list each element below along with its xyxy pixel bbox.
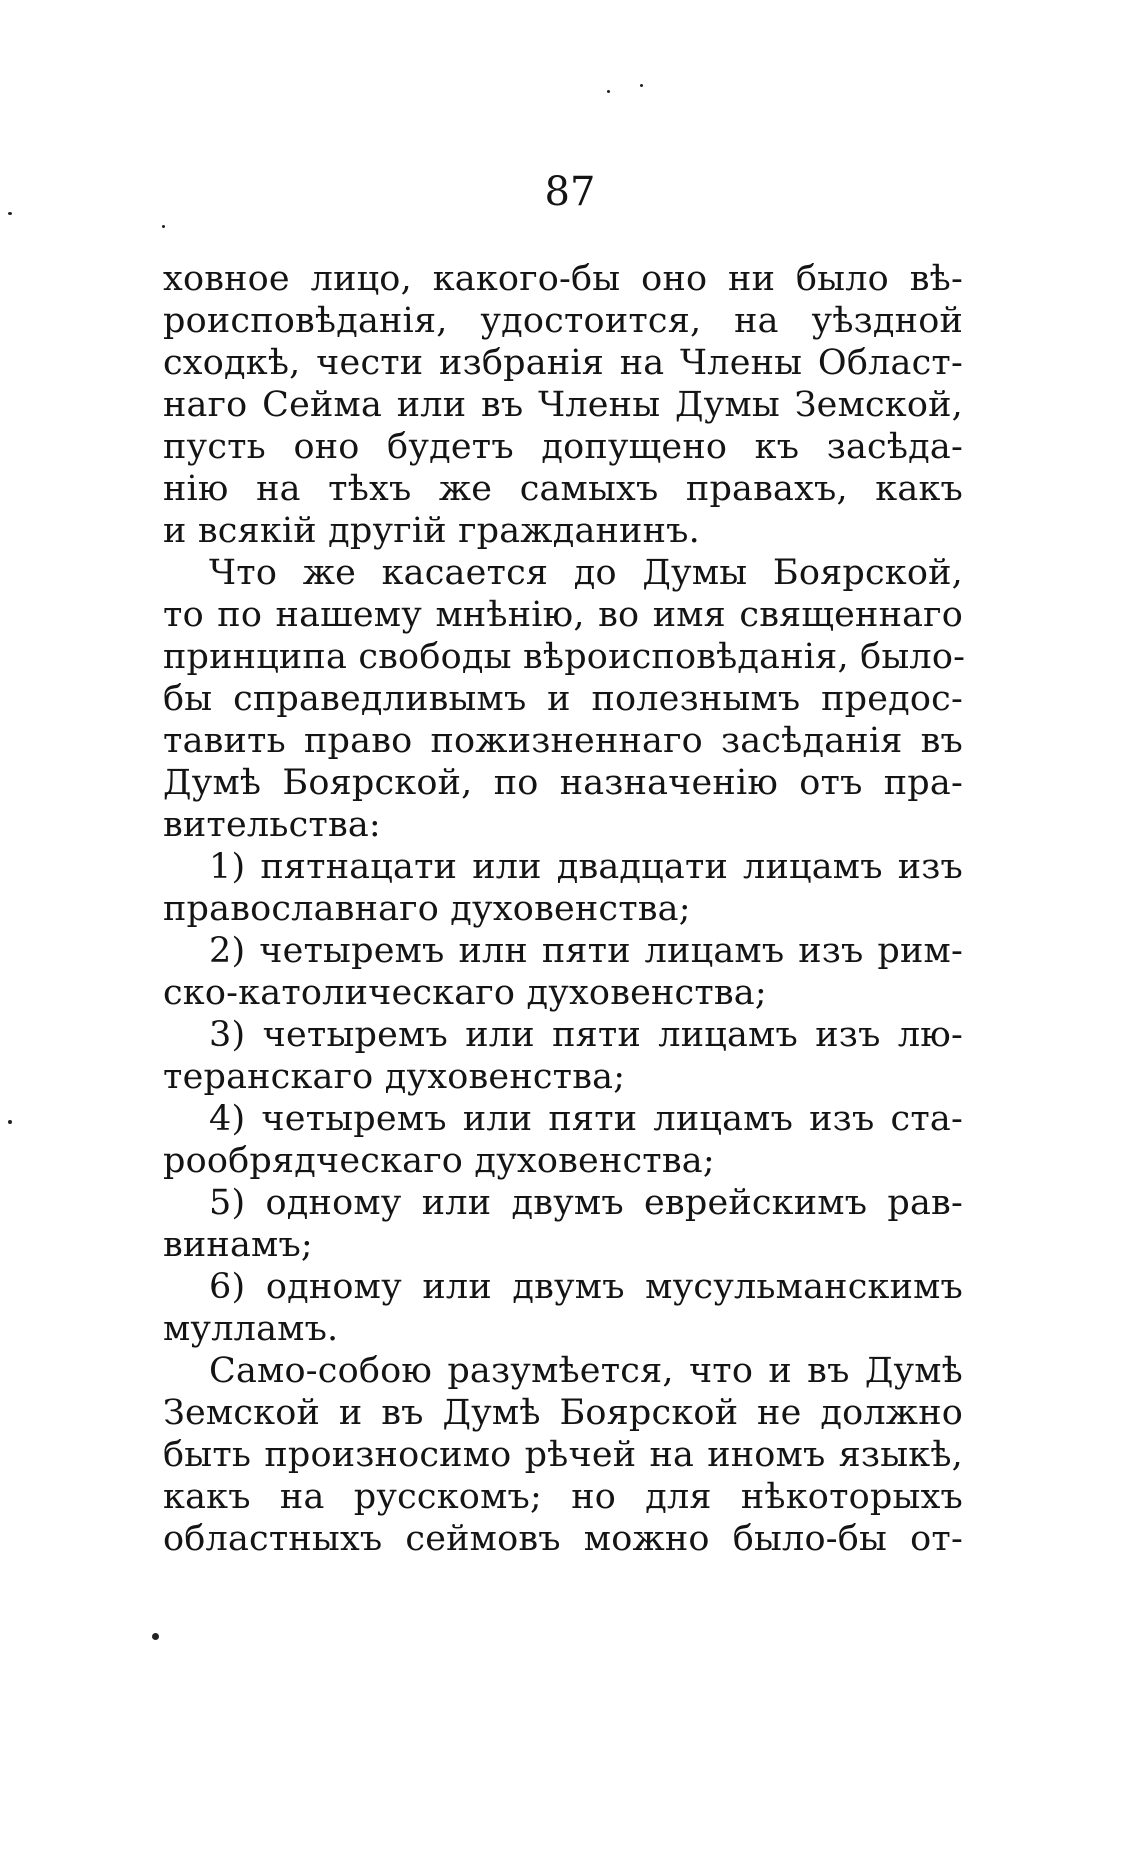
text-line: и всякій другій гражданинъ. <box>163 511 700 551</box>
scan-speck <box>152 1633 159 1640</box>
text-line: православнаго духовенства; <box>163 889 691 929</box>
text-line: пусть оно будетъ допущено къ засѣда- <box>163 427 963 467</box>
text-line: теранскаго духовенства; <box>163 1057 626 1097</box>
text-line: какъ на русскомъ; но для нѣкоторыхъ <box>163 1477 963 1517</box>
text-line: рообрядческаго духовенства; <box>163 1141 715 1181</box>
list-item-line: 5) одному или двумъ еврейскимъ рав- <box>209 1183 963 1223</box>
text-line: сходкѣ, чести избранія на Члены Област- <box>163 343 963 383</box>
text-line: ховное лицо, какого-бы оно ни было вѣ- <box>163 259 963 299</box>
text-line: винамъ; <box>163 1225 313 1265</box>
scan-speck <box>640 84 643 87</box>
scan-speck <box>607 90 610 93</box>
text-line: вительства: <box>163 805 381 845</box>
text-line: Само-собою разумѣется, что и въ Думѣ <box>209 1351 963 1391</box>
scan-speck <box>162 225 165 228</box>
text-line: Земской и въ Думѣ Боярской не должно <box>163 1393 963 1433</box>
text-line: областныхъ сеймовъ можно было-бы от- <box>163 1519 963 1559</box>
list-item-line: 6) одному или двумъ мусульманскимъ <box>209 1267 963 1307</box>
text-line: Думѣ Боярской, по назначенію отъ пра- <box>163 763 963 803</box>
text-line: Что же касается до Думы Боярской, <box>209 553 963 593</box>
text-line: бы справедливымъ и полезнымъ предос- <box>163 679 963 719</box>
text-line: мулламъ. <box>163 1309 339 1349</box>
list-item-line: 4) четыремъ или пяти лицамъ изъ ста- <box>209 1099 963 1139</box>
scan-speck <box>8 212 12 215</box>
text-line: то по нашему мнѣнію, во имя священнаго <box>163 595 963 635</box>
list-item-line: 1) пятнацати или двадцати лицамъ изъ <box>209 847 963 887</box>
text-line: нію на тѣхъ же самыхъ правахъ, какъ <box>163 469 963 509</box>
body-text <box>163 258 966 1560</box>
text-line: ско-католическаго духовенства; <box>163 973 767 1013</box>
page-number: 87 <box>544 169 596 215</box>
list-item-line: 3) четыремъ или пяти лицамъ изъ лю- <box>209 1015 963 1055</box>
text-line: тавить право пожизненнаго засѣданія въ <box>163 721 963 761</box>
scan-speck <box>8 1120 12 1124</box>
text-line: принципа свободы вѣроисповѣданія, было- <box>163 637 966 677</box>
text-line: роисповѣданія, удостоится, на уѣздной <box>163 301 963 341</box>
text-line: наго Сейма или въ Члены Думы Земской, <box>163 385 963 425</box>
text-line: быть произносимо рѣчей на иномъ языкѣ, <box>163 1435 963 1475</box>
list-item-line: 2) четыремъ илн пяти лицамъ изъ рим- <box>209 931 963 971</box>
